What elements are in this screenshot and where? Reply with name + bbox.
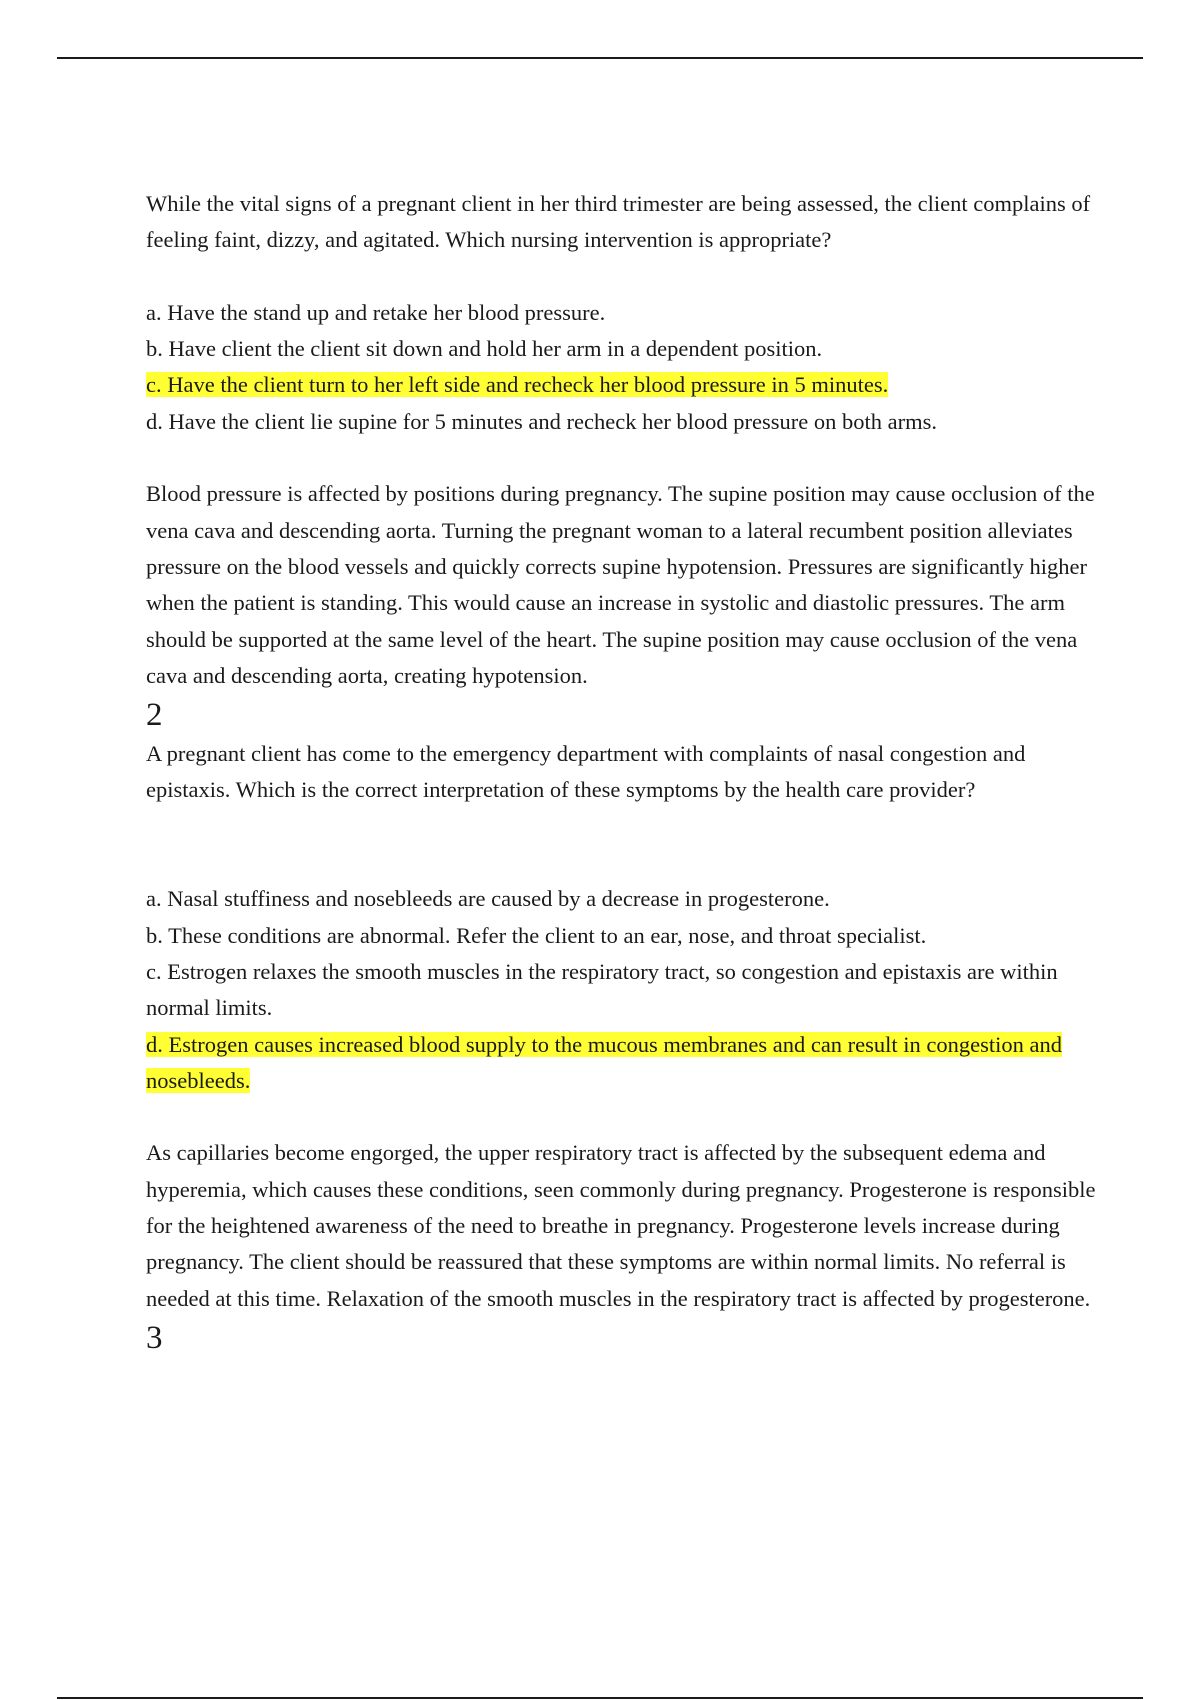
- spacer: [146, 259, 1096, 295]
- document-body: [146, 186, 1096, 1359]
- header-rule: [57, 57, 1143, 59]
- question-1-option-a: a. Have the stand up and retake her blood pressure.: [146, 299, 606, 325]
- question-1-rationale: Blood pressure is affected by positions during pregnancy. The supine position may cause occlusion of the vena cava and descending aorta. Turning the pregnant woman to a lateral recumbent position alleviates pressure on the blood vessels and quickly corrects supine hypotension. Pressures are significantly higher when the patient is standing. This would cause an increase in systolic and diastolic pressures. The arm should be supported at the same level of the heart. The supine position may cause occlusion of the vena cava and descending aorta, creating hypotension.: [146, 481, 1095, 688]
- question-2-option-a: a. Nasal stuffiness and nosebleeds are caused by a decrease in progesterone.: [146, 886, 830, 912]
- spacer: [146, 809, 1096, 882]
- question-2-option-d-correct: [146, 1027, 1096, 1100]
- question-2-stem: A pregnant client has come to the emergency department with complaints of nasal congestion and epistaxis. Which is the correct interpretation of these symptoms by the health care provider?: [146, 741, 1026, 803]
- question-1-stem: While the vital signs of a pregnant client in her third trimester are being assessed, the client complains of feeling faint, dizzy, and agitated. Which nursing intervention is appropriate?: [146, 191, 1091, 253]
- question-2-option-c: c. Estrogen relaxes the smooth muscles in the respiratory tract, so congestion and epistaxis are within normal limits.: [146, 958, 1058, 1021]
- question-1-option-b: b. Have client the client sit down and hold her arm in a dependent position.: [146, 336, 823, 362]
- highlighted-answer: c. Have the client turn to her left side and recheck her blood pressure in 5 minutes.: [146, 372, 889, 398]
- question-number-3: 3: [146, 1319, 163, 1356]
- spacer: [146, 1099, 1096, 1135]
- question-1-option-d: d. Have the client lie supine for 5 minutes and recheck her blood pressure on both arms.: [146, 408, 938, 434]
- question-2-rationale: As capillaries become engorged, the upper respiratory tract is affected by the subsequent edema and hyperemia, which causes these conditions, seen commonly during pregnancy. Progesterone is responsible for the heightened awareness of the need to breathe in pregnancy. Progesterone levels increase during pregnancy. The client should be reassured that these symptoms are within normal limits. No referral is needed at this time. Relaxation of the smooth muscles in the respiratory tract is affected by progesterone.: [146, 1140, 1096, 1311]
- footer-rule: [57, 1697, 1143, 1699]
- spacer: [146, 440, 1096, 476]
- highlighted-answer: d. Estrogen causes increased blood supply to the mucous membranes and can result in congestion and nosebleeds.: [146, 1031, 1063, 1093]
- question-1-option-c-correct: [146, 367, 1096, 403]
- question-number-2: 2: [146, 697, 163, 734]
- question-2-option-b: b. These conditions are abnormal. Refer the client to an ear, nose, and throat specialist.: [146, 922, 927, 948]
